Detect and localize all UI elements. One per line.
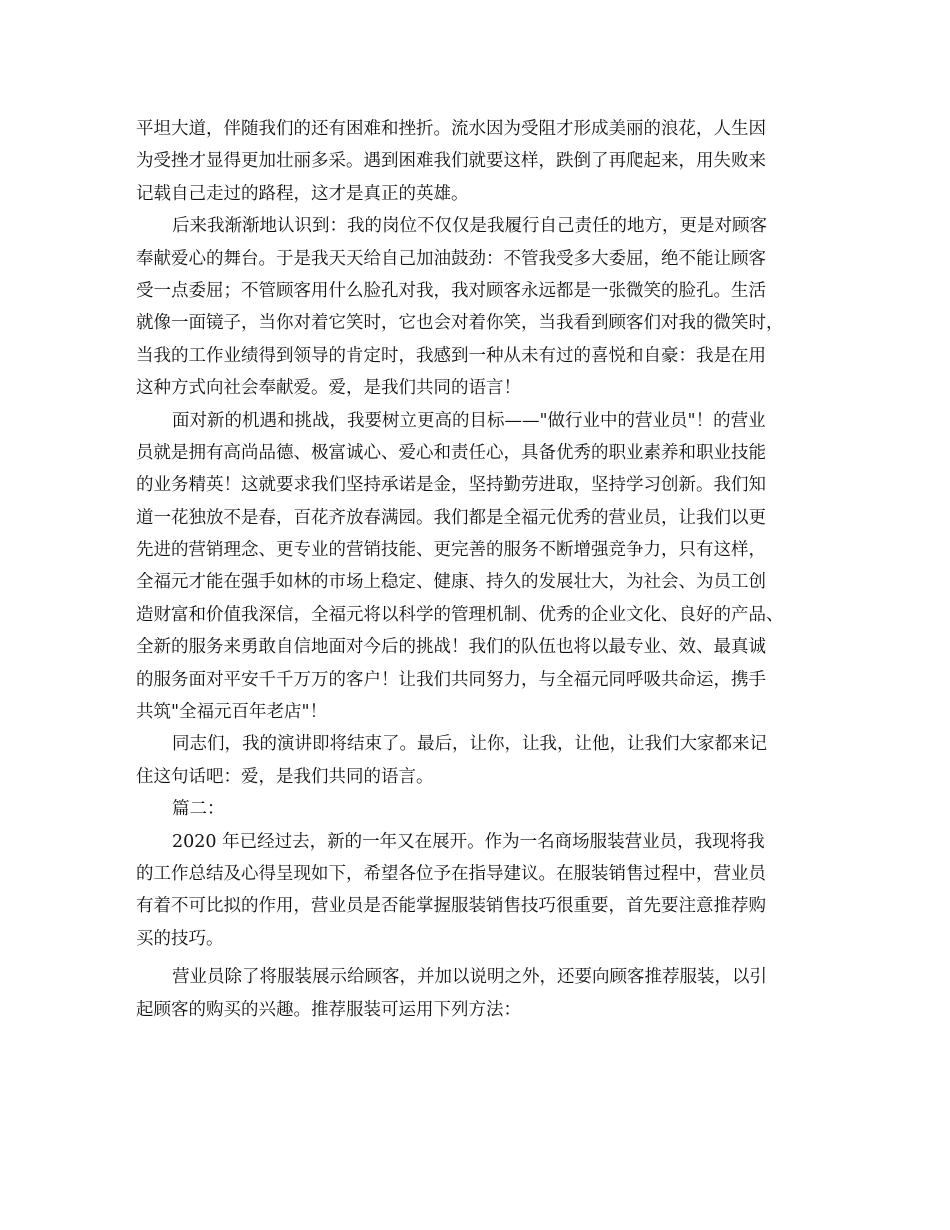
text-line: 全新的服务来勇敢自信地面对今后的挑战！我们的队伍也将以最专业、效、最真诚 [136,637,766,658]
paragraph [136,405,826,729]
text-line: 的工作总结及心得呈现如下，希望各位予在指导建议。在服装销售过程中，营业员 [136,863,766,884]
text-line: 道一花独放不是春，百花齐放春满园。我们都是全福元优秀的营业员，让我们以更 [136,507,766,528]
paragraph [136,728,826,793]
text-line: 起顾客的购买的兴趣。推荐服装可运用下列方法： [136,999,521,1020]
text-line: 同志们，我的演讲即将结束了。最后，让你，让我，让他，让我们大家都来记 [172,734,767,755]
text-line: 2020 年已经过去，新的一年又在展开。作为一名商场服装营业员，我现将我 [172,831,765,852]
text-line: 住这句话吧：爱，是我们共同的语言。 [136,766,434,787]
text-line: 面对新的机遇和挑战，我要树立更高的目标——"做行业中的营业员"！的营业 [172,410,766,431]
text-line: 记载自己走过的路程，这才是真正的英雄。 [136,183,469,204]
text-line: 全福元才能在强手如林的市场上稳定、健康、持久的发展壮大，为社会、为员工创 [136,572,766,593]
text-line: 先进的营销理念、更专业的营销技能、更完善的服务不断增强竞争力，只有这样， [136,540,766,561]
paragraph [136,961,826,1026]
document-body [136,113,826,1026]
text-line: 买的技巧。 [136,928,224,949]
paragraph [136,113,826,210]
paragraph [136,826,826,956]
text-line: 这种方式向社会奉献爱。爱，是我们共同的语言！ [136,378,521,399]
text-line: 平坦大道，伴随我们的还有困难和挫折。流水因为受阻才形成美丽的浪花，人生因 [136,119,766,139]
text-line: 有着不可比拟的作用，营业员是否能掌握服装销售技巧很重要，首先要注意推荐购 [136,896,766,917]
text-line: 造财富和价值我深信，全福元将以科学的管理机制、优秀的企业文化、良好的产品、 [136,604,784,625]
text-line: 当我的工作业绩得到领导的肯定时，我感到一种从未有过的喜悦和自豪：我是在用 [136,345,766,366]
text-line: 奉献爱心的舞台。于是我天天给自己加油鼓劲：不管我受多大委屈，绝不能让顾客 [136,248,766,269]
paragraph [136,210,826,404]
text-line: 共筑"全福元百年老店"！ [136,702,328,723]
text-line: 篇二： [172,799,225,820]
text-line: 受一点委屈；不管顾客用什么脸孔对我，我对顾客永远都是一张微笑的脸孔。生活 [136,280,766,301]
text-line: 为受挫才显得更加壮丽多采。遇到困难我们就要这样，跌倒了再爬起来，用失败来 [136,151,766,172]
text-line: 的服务面对平安千千万万的客户！让我们共同努力，与全福元同呼吸共命运，携手 [136,669,766,690]
paragraph [136,793,826,825]
text-line: 营业员除了将服装展示给顾客，并加以说明之外，还要向顾客推荐服装，以引 [172,967,767,988]
text-line: 后来我渐渐地认识到：我的岗位不仅仅是我履行自己责任的地方，更是对顾客 [172,216,767,237]
text-line: 员就是拥有高尚品德、极富诚心、爱心和责任心，具备优秀的职业素养和职业技能 [136,442,766,463]
text-line: 的业务精英！这就要求我们坚持承诺是金，坚持勤劳进取，坚持学习创新。我们知 [136,475,766,496]
text-line: 就像一面镜子，当你对着它笑时，它也会对着你笑，当我看到顾客们对我的微笑时， [136,313,784,334]
